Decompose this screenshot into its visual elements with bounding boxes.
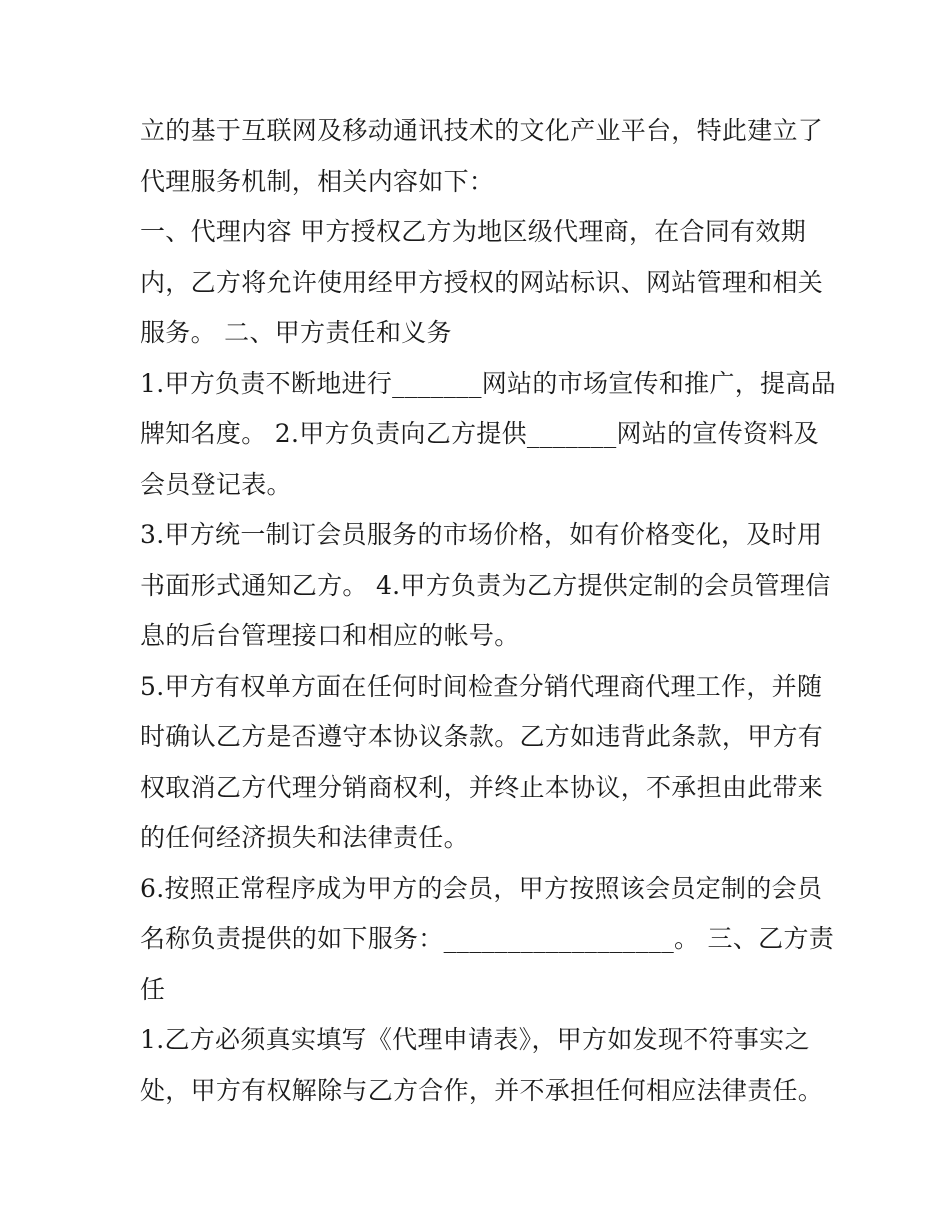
contract-body-text bbox=[140, 106, 836, 1116]
text-line: 服务。 二、甲方责任和义务 bbox=[140, 318, 452, 347]
text-line: 立的基于互联网及移动通讯技术的文化产业平台，特此建立了 bbox=[140, 116, 824, 145]
text-line: 6.按照正常程序成为甲方的会员，甲方按照该会员定制的会员 bbox=[140, 873, 823, 903]
text-line: 3.甲方统一制订会员服务的市场价格，如有价格变化，及时用 bbox=[140, 520, 823, 549]
text-line: 代理服务机制，相关内容如下： bbox=[140, 166, 495, 196]
text-line: 5.甲方有权单方面在任何时间检查分销代理商代理工作，并随 bbox=[140, 671, 823, 701]
text-line: 权取消乙方代理分销商权利，并终止本协议，不承担由此带来 bbox=[140, 772, 824, 802]
text-line: 牌知名度。 2.甲方负责向乙方提供_______网站的宣传资料及 bbox=[140, 419, 819, 448]
text-line: 书面形式通知乙方。 4.甲方负责为乙方提供定制的会员管理信 bbox=[140, 570, 831, 600]
text-line: 会员登记表。 bbox=[140, 469, 292, 499]
text-line: 1.乙方必须真实填写《代理申请表》，甲方如发现不符事实之 bbox=[140, 1025, 810, 1054]
text-line: 1.甲方负责不断地进行_______网站的市场宣传和推广，提高品 bbox=[140, 368, 836, 398]
text-line: 名称负责提供的如下服务：__________________。 三、乙方责 bbox=[140, 924, 835, 953]
text-line: 任 bbox=[140, 974, 166, 1004]
text-line: 息的后台管理接口和相应的帐号。 bbox=[140, 621, 520, 650]
text-line: 的任何经济损失和法律责任。 bbox=[140, 823, 469, 852]
text-line: 时确认乙方是否遵守本协议条款。乙方如违背此条款，甲方有 bbox=[140, 722, 824, 751]
text-line: 一、代理内容 甲方授权乙方为地区级代理商，在合同有效期 bbox=[140, 217, 807, 246]
text-line: 内，乙方将允许使用经甲方授权的网站标识、网站管理和相关 bbox=[140, 267, 824, 297]
text-line: 处，甲方有权解除与乙方合作，并不承担任何相应法律责任。 bbox=[140, 1075, 824, 1105]
